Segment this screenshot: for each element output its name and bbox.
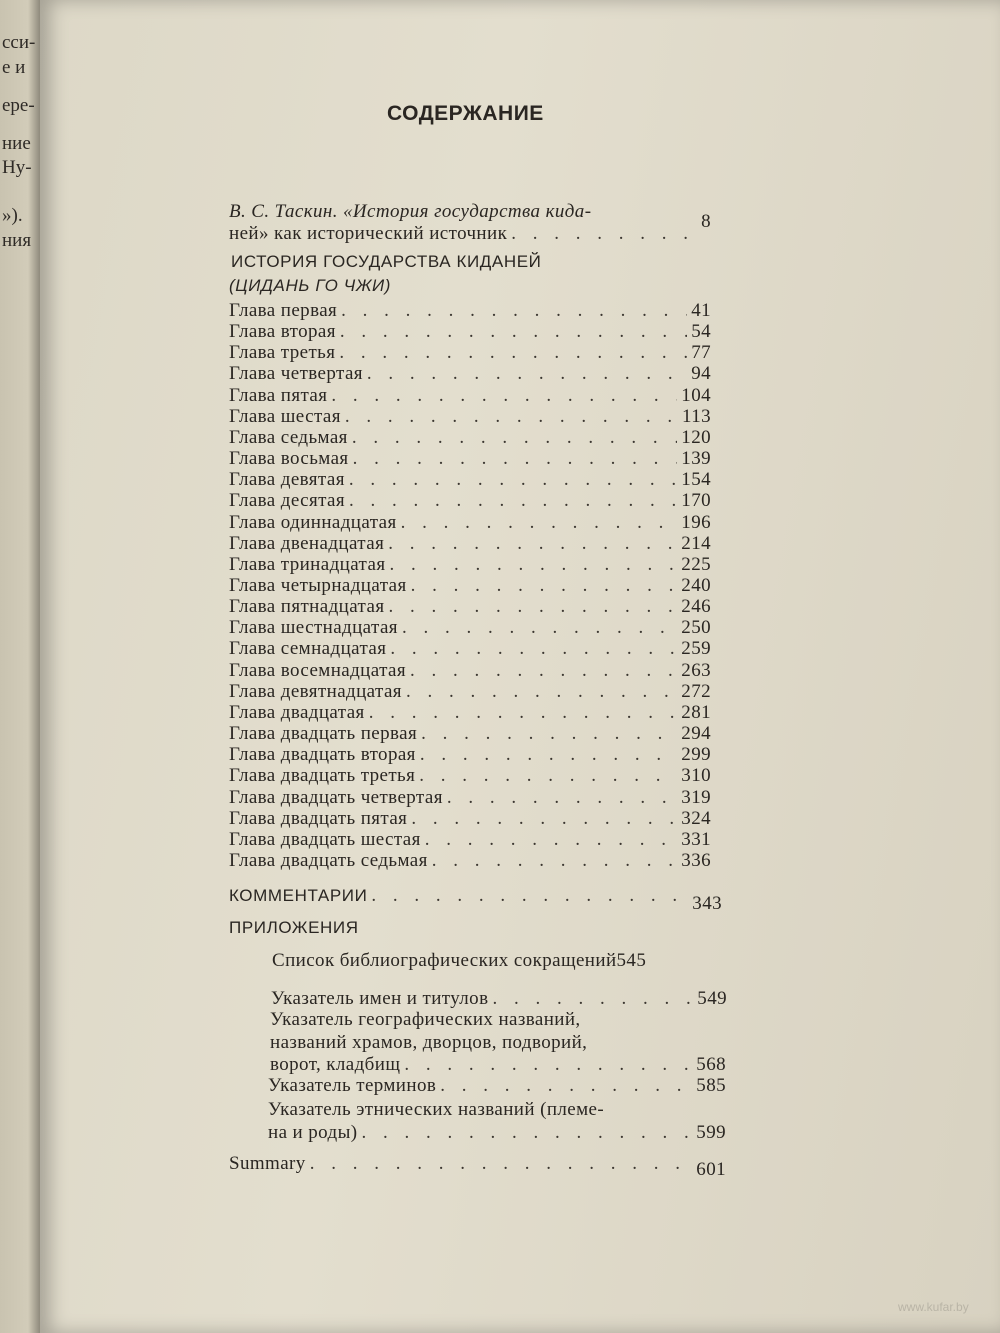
leader-dots — [340, 321, 687, 343]
leader-dots — [388, 533, 677, 555]
page-number: 225 — [681, 553, 711, 575]
leader-dots — [420, 744, 677, 766]
chapter-title: Глава семнадцатая — [229, 638, 387, 660]
chapter-entry — [229, 512, 711, 534]
intro-entry-line1: В. С. Таскин. «История государства кида- — [229, 201, 592, 222]
leader-dots — [421, 723, 677, 745]
chapter-title: Глава четвертая — [229, 363, 363, 385]
page-number: 259 — [681, 638, 711, 660]
page-number: 41 — [691, 300, 711, 321]
appendix-geo-line1: Указатель географических названий, — [270, 1009, 581, 1030]
leader-dots — [404, 1054, 692, 1076]
appendix-biblio: Список библиографических сокращений545 — [272, 950, 647, 971]
chapter-entry — [229, 363, 711, 385]
chapter-entry — [229, 744, 711, 766]
page-number: 549 — [697, 988, 727, 1009]
leader-dots — [419, 765, 677, 787]
page-number: 120 — [681, 426, 711, 448]
chapter-entry — [229, 575, 711, 597]
chapter-title: Глава одиннадцатая — [229, 511, 397, 533]
left-page-fragment: ния — [2, 230, 32, 251]
leader-dots — [411, 575, 678, 597]
section-subheading: (ЦИДАНЬ ГО ЧЖИ) — [229, 276, 392, 295]
chapter-entry — [229, 321, 711, 343]
chapter-entry — [229, 300, 711, 322]
leader-dots — [410, 660, 677, 682]
chapter-entry — [229, 554, 711, 576]
chapter-title: Глава вторая — [229, 321, 336, 343]
chapter-title: Глава восемнадцатая — [229, 659, 406, 681]
watermark: www.kufar.by — [898, 1300, 969, 1314]
leader-dots — [401, 512, 678, 534]
left-page-fragment: ние — [2, 133, 31, 154]
leader-dots — [369, 702, 678, 724]
leader-dots — [402, 617, 677, 639]
chapter-entry — [229, 765, 711, 787]
page-number: 170 — [681, 490, 711, 512]
page-number: 113 — [682, 405, 711, 427]
chapter-title: Глава двадцать первая — [229, 723, 418, 744]
page-number: 139 — [681, 448, 711, 469]
chapter-entry — [229, 808, 711, 830]
chapter-entry — [229, 787, 711, 809]
chapter-title: Глава двадцать четвертая — [229, 786, 443, 808]
leader-dots — [345, 406, 678, 428]
page-number: 154 — [681, 469, 711, 491]
leader-dots — [440, 1075, 692, 1097]
leader-dots — [367, 363, 687, 385]
appendix-geo-line3: ворот, кладбищ . . . 568 — [270, 1054, 726, 1076]
page-number: 54 — [691, 321, 711, 343]
chapter-title: Глава четырнадцатая — [229, 575, 407, 596]
page-number: 8 — [701, 211, 711, 232]
chapter-entry — [229, 617, 711, 639]
chapter-title: Глава двадцатая — [229, 701, 365, 723]
left-page-fragment: ере- — [2, 95, 35, 116]
leader-dots — [432, 850, 678, 872]
page-number: 104 — [681, 384, 711, 406]
section-heading-appendices: ПРИЛОЖЕНИЯ — [229, 918, 359, 937]
chapter-title: Глава первая — [229, 300, 338, 321]
left-page-fragment: е и — [2, 57, 26, 78]
chapter-entry — [229, 448, 711, 470]
chapter-title: Глава двадцать седьмая — [229, 849, 428, 871]
leader-dots — [349, 469, 677, 491]
page-number: 299 — [681, 744, 711, 766]
page-number: 77 — [691, 342, 711, 364]
chapter-entry — [229, 723, 711, 745]
chapter-entry — [229, 702, 711, 724]
chapter-title: Глава третья — [229, 342, 336, 364]
page-number: 272 — [681, 680, 711, 702]
leader-dots — [371, 885, 688, 907]
page-number: 310 — [681, 765, 711, 787]
chapter-entry — [229, 427, 711, 449]
left-page-fragment: »). — [2, 205, 23, 226]
page-number: 601 — [696, 1159, 726, 1180]
chapter-title: Глава тринадцатая — [229, 553, 386, 575]
page-number: 294 — [681, 723, 711, 744]
chapter-title: Глава двадцать шестая — [229, 828, 421, 850]
page-number: 319 — [681, 786, 711, 808]
chapter-entry — [229, 490, 711, 512]
page-number: 343 — [692, 893, 722, 914]
chapter-entry — [229, 850, 711, 872]
chapter-entry — [229, 681, 711, 703]
page-number: 585 — [696, 1075, 726, 1096]
page-number: 94 — [691, 363, 711, 385]
leader-dots — [511, 223, 697, 245]
leader-dots — [388, 596, 677, 618]
chapter-entry — [229, 342, 711, 364]
appendix-ethnic-line1: Указатель этнических названий (племе- — [268, 1099, 605, 1120]
leader-dots — [349, 490, 677, 512]
appendix-geo-line2: названий храмов, дворцов, подворий, — [270, 1032, 588, 1053]
intro-entry-line2: ней» как исторический источник . . . 8 — [229, 223, 711, 245]
page-number: 263 — [681, 659, 711, 681]
page-number: 196 — [681, 511, 711, 533]
section-heading-history: ИСТОРИЯ ГОСУДАРСТВА КИДАНЕЙ — [231, 252, 542, 271]
chapter-entry — [229, 829, 711, 851]
leader-dots — [352, 427, 677, 449]
page-number: 246 — [681, 596, 711, 618]
appendix-terms: Указатель терминов . . . 585 — [268, 1075, 726, 1097]
chapter-title: Глава двадцать пятая — [229, 807, 408, 829]
commentary-entry: КОММЕНТАРИИ . . . 343 — [229, 885, 722, 907]
chapter-entry — [229, 385, 711, 407]
page-number: 281 — [681, 701, 711, 723]
chapter-title: Глава шестая — [229, 405, 341, 427]
chapter-title: Глава двенадцатая — [229, 532, 385, 554]
chapter-entry — [229, 469, 711, 491]
left-page-fragment: Ну- — [2, 157, 32, 178]
page-number: 240 — [681, 575, 711, 596]
page-number: 599 — [696, 1122, 726, 1143]
leader-dots — [331, 385, 677, 407]
leader-dots — [341, 300, 687, 322]
page-number: 336 — [681, 849, 711, 871]
previous-page-edge — [0, 0, 40, 1333]
page-title: СОДЕРЖАНИЕ — [387, 102, 544, 125]
leader-dots — [361, 1122, 692, 1144]
chapter-title: Глава седьмая — [229, 426, 348, 448]
page-number: 324 — [681, 807, 711, 829]
page-number: 568 — [696, 1054, 726, 1075]
chapter-title: Глава пятнадцатая — [229, 596, 385, 618]
chapter-entry — [229, 533, 711, 555]
chapter-title: Глава шестнадцатая — [229, 617, 398, 639]
chapter-title: Глава девятая — [229, 469, 345, 491]
leader-dots — [492, 988, 693, 1010]
leader-dots — [339, 342, 687, 364]
leader-dots — [425, 829, 678, 851]
summary-entry: Summary . . . 601 — [229, 1153, 726, 1175]
chapter-title: Глава девятнадцатая — [229, 680, 402, 702]
leader-dots — [447, 787, 677, 809]
left-page-fragment: сси- — [2, 32, 36, 53]
leader-dots — [390, 638, 677, 660]
page-number: 331 — [681, 828, 711, 850]
leader-dots — [406, 681, 677, 703]
chapter-entry — [229, 638, 711, 660]
chapter-title: Глава двадцать вторая — [229, 744, 416, 766]
appendix-names: Указатель имен и титулов . . . 549 — [271, 988, 727, 1010]
page-number: 250 — [681, 617, 711, 639]
leader-dots — [389, 554, 677, 576]
leader-dots — [310, 1153, 693, 1175]
leader-dots — [411, 808, 677, 830]
chapter-title: Глава восьмая — [229, 448, 349, 469]
chapter-entry — [229, 660, 711, 682]
leader-dots — [353, 448, 678, 470]
chapter-entry — [229, 596, 711, 618]
chapter-entry — [229, 406, 711, 428]
chapter-title: Глава двадцать третья — [229, 765, 416, 787]
appendix-ethnic-line2: на и роды) . . . 599 — [268, 1122, 726, 1144]
page-number: 214 — [681, 532, 711, 554]
chapter-title: Глава пятая — [229, 384, 328, 406]
chapter-title: Глава десятая — [229, 490, 346, 512]
